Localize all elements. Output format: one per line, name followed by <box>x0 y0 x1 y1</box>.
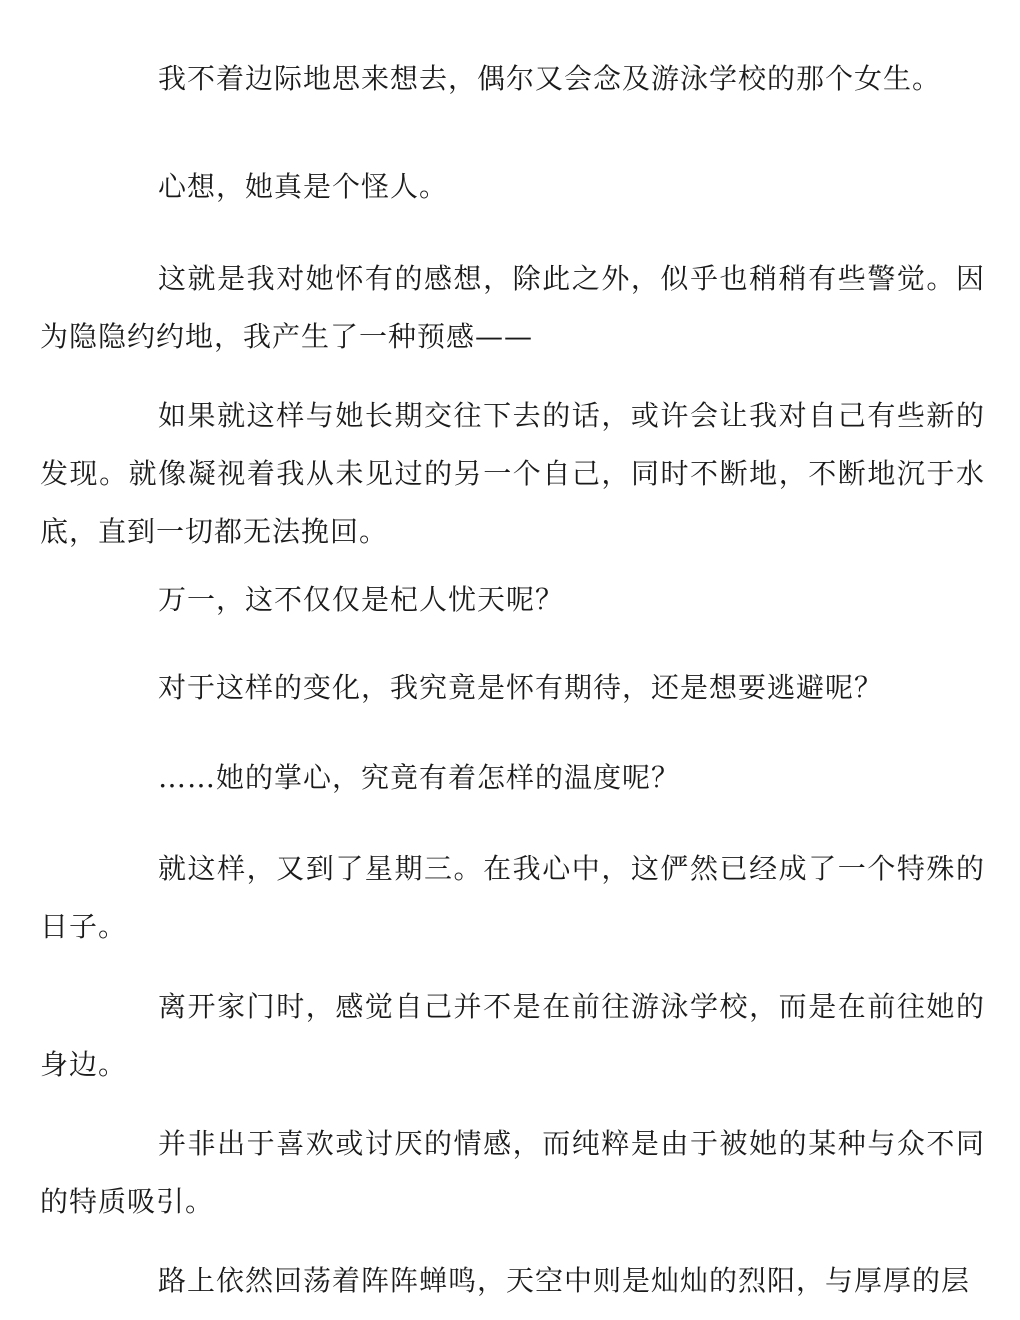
paragraph-3: 这就是我对她怀有的感想，除此之外，似乎也稍稍有些警觉。因为隐隐约约地，我产生了一种预感—— <box>40 262 985 353</box>
paragraph-7: ……她的掌心，究竟有着怎样的温度呢？ <box>158 761 681 794</box>
paragraph-4: 如果就这样与她长期交往下去的话，或许会让我对自己有些新的发现。就像凝视着我从未见过的另一个自己，同时不断地，不断地沉于水底，直到一切都无法挽回。 <box>40 399 985 548</box>
paragraph-1: 我不着边际地思来想去，偶尔又会念及游泳学校的那个女生。 <box>158 62 942 95</box>
paragraph-2: 心想，她真是个怪人。 <box>158 170 449 203</box>
paragraph-9: 离开家门时，感觉自己并不是在前往游泳学校，而是在前往她的身边。 <box>40 990 985 1081</box>
paragraph-6: 对于这样的变化，我究竟是怀有期待，还是想要逃避呢？ <box>158 671 884 704</box>
paragraph-8: 就这样，又到了星期三。在我心中，这俨然已经成了一个特殊的日子。 <box>40 852 985 943</box>
paragraph-5: 万一，这不仅仅是杞人忧天呢？ <box>158 583 565 616</box>
paragraph-10: 并非出于喜欢或讨厌的情感，而纯粹是由于被她的某种与众不同的特质吸引。 <box>40 1127 985 1218</box>
paragraph-11: 路上依然回荡着阵阵蝉鸣，天空中则是灿灿的烈阳，与厚厚的层 <box>158 1264 971 1297</box>
